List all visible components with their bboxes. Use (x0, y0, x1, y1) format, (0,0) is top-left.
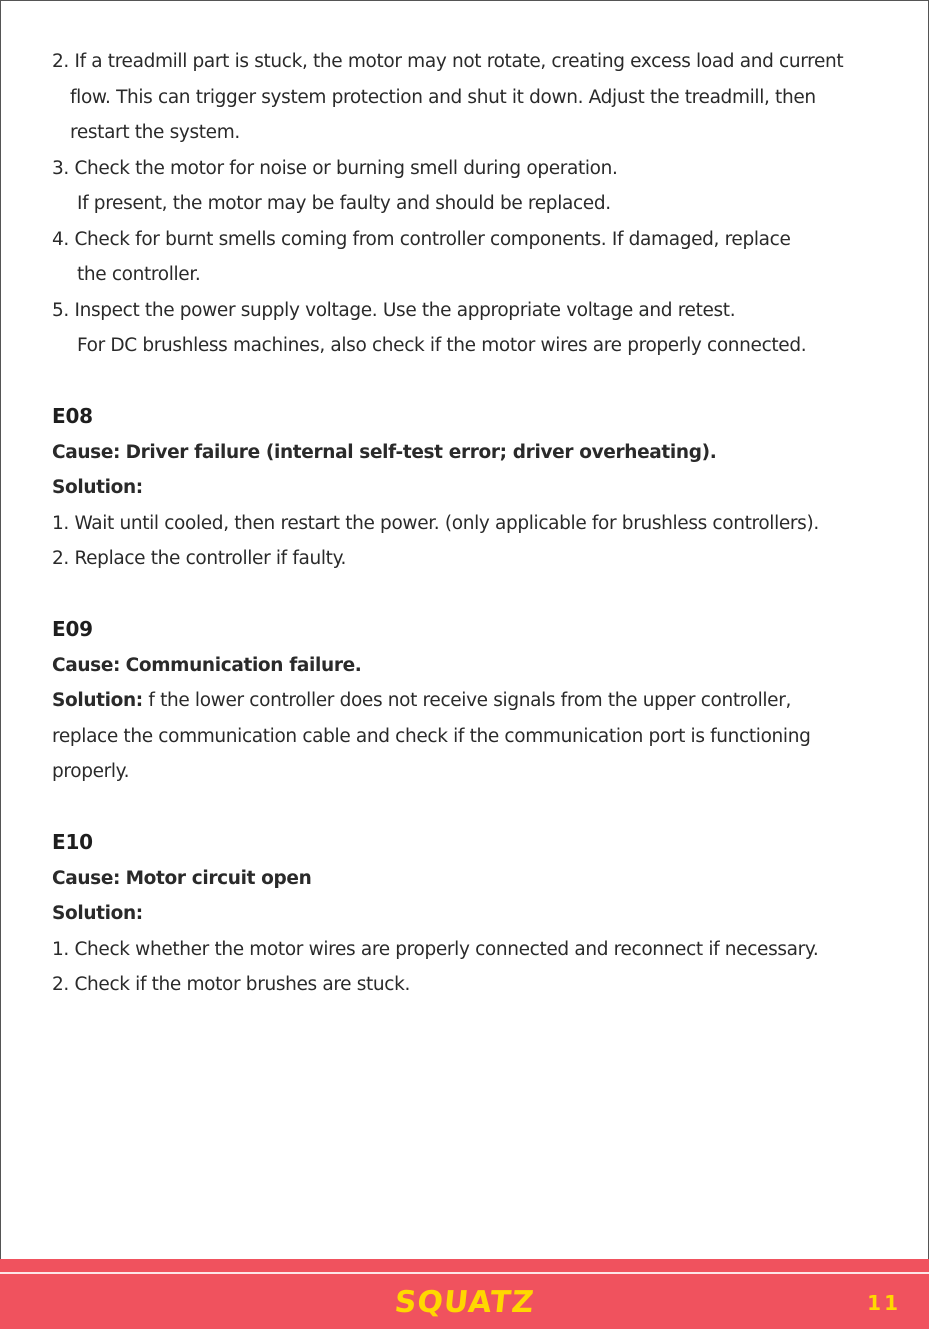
solution-text-line-3: properly. (52, 761, 130, 782)
solution-text-line-2: replace the communication cable and check if the communication port is functioning (52, 725, 811, 747)
error-section-e09 (52, 612, 892, 790)
brand-logo: SQUATZ (392, 1285, 537, 1320)
solution-label: Solution: (52, 477, 143, 498)
page-number: 11 (867, 1291, 901, 1315)
solution-step: 2. Replace the controller if faulty. (52, 548, 347, 569)
cause-text: Motor circuit open (125, 867, 312, 889)
solution-text: f the lower controller does not receive signals from the upper controller, (148, 690, 791, 711)
error-section-e10 (52, 825, 892, 1003)
error-code-heading: E10 (52, 830, 93, 854)
error-code-heading: E08 (52, 404, 93, 428)
cause-text: Driver failure (internal self-test error; driver overheating). (125, 441, 717, 463)
cause-text: Communication failure. (125, 654, 362, 676)
spacer (52, 790, 892, 826)
solution-label: Solution: (52, 690, 143, 711)
intro-item-2 (52, 44, 892, 151)
solution-label: Solution: (52, 903, 143, 924)
intro-item-5-line-2: For DC brushless machines, also check if the motor wires are properly connected. (77, 335, 807, 356)
intro-item-2-line-1: 2. If a treadmill part is stuck, the motor may not rotate, creating excess load and current (52, 51, 844, 72)
intro-item-3 (52, 151, 892, 222)
intro-item-3-line-1: 3. Check the motor for noise or burning smell during operation. (52, 157, 618, 179)
intro-item-3-line-2: If present, the motor may be faulty and should be replaced. (77, 193, 611, 214)
solution-step: 1. Check whether the motor wires are properly connected and reconnect if necessary. (52, 938, 819, 960)
intro-item-2-line-3: restart the system. (70, 122, 240, 143)
cause-label: Cause: (52, 654, 121, 676)
error-section-e08 (52, 399, 892, 577)
solution-step: 1. Wait until cooled, then restart the power. (only applicable for brushless controllers). (52, 512, 819, 534)
footer-stripe (0, 1272, 929, 1274)
intro-item-4-line-1: 4. Check for burnt smells coming from controller components. If damaged, replace (52, 228, 791, 250)
error-code-heading: E09 (52, 617, 93, 641)
cause-label: Cause: (52, 441, 121, 463)
spacer (52, 577, 892, 613)
intro-item-5-line-1: 5. Inspect the power supply voltage. Use the appropriate voltage and retest. (52, 299, 736, 321)
intro-item-5 (52, 293, 892, 364)
intro-item-4-line-2: the controller. (77, 264, 201, 285)
intro-item-4 (52, 222, 892, 293)
intro-item-2-line-2: flow. This can trigger system protection and shut it down. Adjust the treadmill, then (70, 86, 816, 108)
cause-label: Cause: (52, 867, 121, 889)
page-content (52, 44, 892, 1003)
solution-step: 2. Check if the motor brushes are stuck. (52, 974, 411, 995)
spacer (52, 364, 892, 400)
